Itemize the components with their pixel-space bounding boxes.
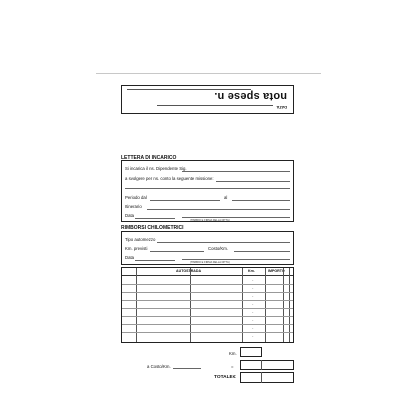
incarico-missione-field[interactable]	[216, 181, 290, 182]
table-col-divider	[265, 268, 266, 342]
table-col-divider	[289, 268, 290, 342]
cover-flipped-content	[122, 86, 293, 113]
table-col-divider	[283, 268, 284, 342]
incarico-periodo-dal-field[interactable]	[150, 200, 220, 201]
cover-data-label: DATA	[276, 105, 287, 110]
table-row[interactable]	[122, 324, 293, 325]
rimborsi-box	[121, 231, 294, 265]
cover-title-line	[127, 89, 251, 90]
rimborsi-data-field[interactable]	[135, 260, 175, 261]
table-row[interactable]	[122, 300, 293, 301]
footer-costo-result-box[interactable]	[240, 360, 294, 370]
incarico-periodo-al-field[interactable]	[232, 200, 290, 201]
footer-km-box[interactable]	[240, 347, 262, 357]
footer-currency: €	[233, 375, 236, 380]
footer-totale-divider	[261, 372, 262, 383]
table-col-divider	[136, 268, 137, 342]
rimborsi-tipo-label: Tipo automezzo	[125, 237, 156, 242]
footer-result-divider	[261, 360, 262, 370]
table-header-importo: IMPORTO	[268, 269, 285, 273]
footer-totale-box[interactable]	[240, 372, 294, 383]
incarico-firma-label: (TIMBRO E FIRMA DELLA DITTA)	[190, 219, 230, 222]
incarico-itinerario-field[interactable]	[147, 209, 290, 210]
incarico-periodo-label: Periodo dal	[125, 195, 147, 200]
incarico-al-label: al	[224, 195, 228, 200]
autostrada-table	[121, 267, 294, 343]
incarico-dipendente-field[interactable]	[182, 171, 290, 172]
footer-km-label: Km.	[229, 351, 237, 356]
rimborsi-costo-label: Costo/Km.	[208, 246, 229, 251]
footer-costo-label: a Costo/Km.	[147, 364, 171, 369]
footer-totale-label: TOTALE	[214, 375, 233, 380]
table-row[interactable]	[122, 308, 293, 309]
km-cell-separator: -	[252, 277, 254, 282]
table-row[interactable]	[122, 292, 293, 293]
incarico-data-field[interactable]	[135, 218, 175, 219]
rimborsi-data-label: Data	[125, 255, 135, 260]
page-fold-line	[96, 73, 321, 74]
rimborsi-km-label: Km. previsti	[125, 246, 148, 251]
table-header-divider	[122, 275, 293, 276]
km-cell-separator: -	[252, 301, 254, 306]
km-cell-separator: -	[252, 285, 254, 290]
incarico-missione-label: a svolgere per ns. conto la seguente missione:	[125, 176, 214, 181]
footer-costo-field[interactable]	[173, 368, 201, 369]
incarico-firma-line[interactable]	[182, 217, 290, 218]
km-cell-separator: -	[252, 325, 254, 330]
incarico-itinerario-label: Itinerario	[125, 204, 142, 209]
incarico-section-title: LETTERA DI INCARICO	[121, 155, 177, 161]
rimborsi-costo-field[interactable]	[234, 251, 290, 252]
table-header-km: Km.	[248, 269, 255, 273]
incarico-missione-field-2[interactable]	[125, 188, 290, 189]
table-header-autostrada: AUTOSTRADA	[176, 269, 202, 273]
footer-equals: =	[231, 364, 234, 369]
rimborsi-section-title: RIMBORSI CHILOMETRICI	[121, 225, 184, 231]
cover-title: nota spese n.	[214, 90, 287, 102]
km-cell-separator: -	[252, 317, 254, 322]
table-row[interactable]	[122, 332, 293, 333]
table-col-divider	[242, 268, 243, 342]
km-cell-separator: -	[252, 293, 254, 298]
table-col-divider	[190, 268, 191, 342]
incarico-dipendente-label: Si incarica il ns. Dipendente Sig.	[125, 166, 187, 171]
cover-data-line	[157, 105, 273, 106]
rimborsi-firma-line[interactable]	[182, 259, 290, 260]
rimborsi-km-field[interactable]	[150, 251, 204, 252]
rimborsi-tipo-field[interactable]	[157, 242, 290, 243]
table-row[interactable]	[122, 316, 293, 317]
table-row[interactable]	[122, 284, 293, 285]
km-cell-separator: -	[252, 309, 254, 314]
km-cell-separator: -	[252, 333, 254, 338]
incarico-data-label: Data	[125, 213, 135, 218]
rimborsi-firma-label: (TIMBRO E FIRMA DELLA DITTA)	[190, 261, 230, 264]
incarico-box	[121, 160, 294, 222]
cover-title-box	[121, 85, 294, 114]
